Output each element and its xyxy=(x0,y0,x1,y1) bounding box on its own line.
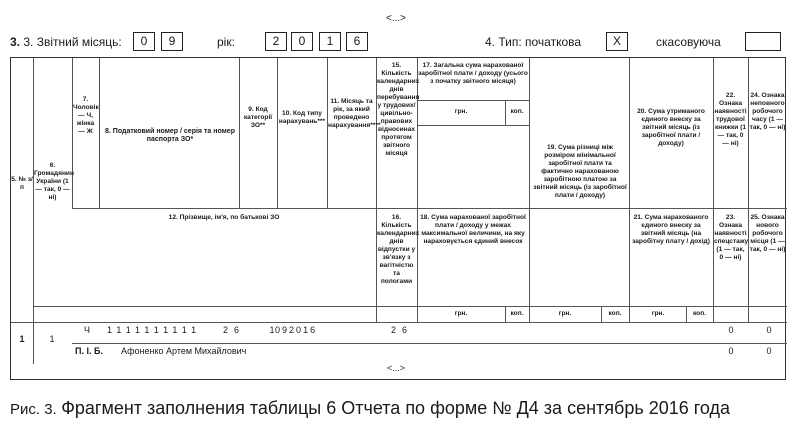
col-9-header: 9. Код категорії ЗО** xyxy=(243,106,273,129)
col-25-value[interactable]: 0 xyxy=(766,346,772,356)
top-ellipsis: <...> xyxy=(386,13,407,24)
col-17-header: 17. Загальна сума нарахованої заробітної плати / доходу (усього з початку звітного місяця) xyxy=(418,62,528,85)
days-col-15[interactable]: 26 xyxy=(391,325,414,335)
type-initial-box[interactable]: X xyxy=(606,32,628,51)
col-12-header: 12. Прізвище, ім'я, по батькові ЗО xyxy=(168,214,280,221)
category-code[interactable]: 26 xyxy=(223,325,246,335)
kop-label-18: коп. xyxy=(510,310,524,317)
type-cancel-box[interactable] xyxy=(745,32,781,51)
cancel-label: скасовуюча xyxy=(656,35,721,49)
caption-text: Фрагмент заполнения таблицы 6 Отчета по форме № Д4 за сентябрь 2016 года xyxy=(61,398,731,418)
col-15-header: 15. Кількість календарних днів перебування у трудових/цивільно-правових відносинах протягом звітного місяця xyxy=(377,62,420,157)
col-23-header: 23. Ознака наявності спецстажу (1 — так, 0 — ні) xyxy=(714,214,749,261)
col-11-header: 11. Місяць та рік, за який проведено нарахування**** xyxy=(328,98,381,129)
grn-label-20: грн. xyxy=(651,310,665,317)
col-25-header: 25. Ознака нового робочого місця (1 — так, 0 — ні) xyxy=(749,214,786,253)
year-label: рік: xyxy=(217,35,235,49)
row-number: 1 xyxy=(19,334,25,344)
pib-value[interactable]: Афоненко Артем Михайлович xyxy=(121,346,247,356)
kop-label-19: коп. xyxy=(608,310,622,317)
col-22-value[interactable]: 0 xyxy=(728,325,734,335)
caption-label: Рис. 3. xyxy=(10,401,57,418)
figure-caption xyxy=(10,398,730,419)
grn-label-17: грн. xyxy=(454,108,468,115)
kop-label-17: коп. xyxy=(510,108,524,115)
gender-value[interactable]: Ч xyxy=(84,325,90,335)
col-10-header: 10. Код типу нарахувань*** xyxy=(278,110,326,125)
col-24-header: 24. Ознака неповного робочого часу (1 — так, 0 — ні) xyxy=(749,92,786,131)
col-19-header: 19. Сума різниці між розміром мінімальної заробітної плати та фактично нарахованою заробітною платою за звітний місяць (із заробітної плати / доходу) xyxy=(533,144,627,199)
grn-label-18: грн. xyxy=(454,310,468,317)
month-digit-box[interactable]: 0 xyxy=(133,32,155,51)
report-month-label: 3. 3. Звітний місяць: xyxy=(10,35,122,49)
pib-label: П. І. Б. xyxy=(75,346,103,356)
col-18-header: 18. Сума нарахованої заробітної плати / доходу у межах максимальної величини, на яку нараховується єдиний внесок xyxy=(420,214,526,245)
col-7-header: 7. Чоловік — Ч, жінка — Ж xyxy=(73,96,99,135)
year-digit-box[interactable]: 0 xyxy=(291,32,313,51)
col-6-header: 6. Громадянин України (1 — так, 0 — ні) xyxy=(34,162,74,201)
year-digit-box[interactable]: 1 xyxy=(319,32,341,51)
col-5-header: 5. № з/п xyxy=(11,176,33,191)
citizen-value[interactable]: 1 xyxy=(49,334,55,344)
col-21-header: 21. Сума нарахованого єдиного внеску за звітний місяць (на заробітну плату / дохід) xyxy=(632,214,710,245)
tax-number-digits[interactable]: 1111111111 xyxy=(107,325,202,335)
col-24-value[interactable]: 0 xyxy=(766,325,772,335)
col-16-header: 16. Кількість календарних днів відпустки у зв'язку з вагітністю та пологами xyxy=(377,214,420,285)
year-digit-box[interactable]: 6 xyxy=(346,32,368,51)
col-23-value[interactable]: 0 xyxy=(728,346,734,356)
col-8-header: 8. Податковий номер / серія та номер паспорта ЗО* xyxy=(105,128,235,143)
kop-label-20: коп. xyxy=(692,310,707,317)
accrual-type[interactable]: 1 xyxy=(269,325,275,335)
grn-label-19: грн. xyxy=(558,310,572,317)
bottom-ellipsis: <...> xyxy=(387,363,406,373)
col-20-header: 20. Сума утриманого єдиного внеску за звітний місяць (із заробітної плати / доходу) xyxy=(637,108,705,147)
type-label: 4. Тип: початкова xyxy=(485,35,582,49)
form-table xyxy=(10,57,786,380)
year-digit-box[interactable]: 2 xyxy=(265,32,287,51)
month-digit-box[interactable]: 9 xyxy=(161,32,183,51)
col-22-header: 22. Ознака наявності трудової книжки (1 — так, 0 — ні) xyxy=(714,92,747,147)
period-digits[interactable]: 092016 xyxy=(275,325,318,335)
